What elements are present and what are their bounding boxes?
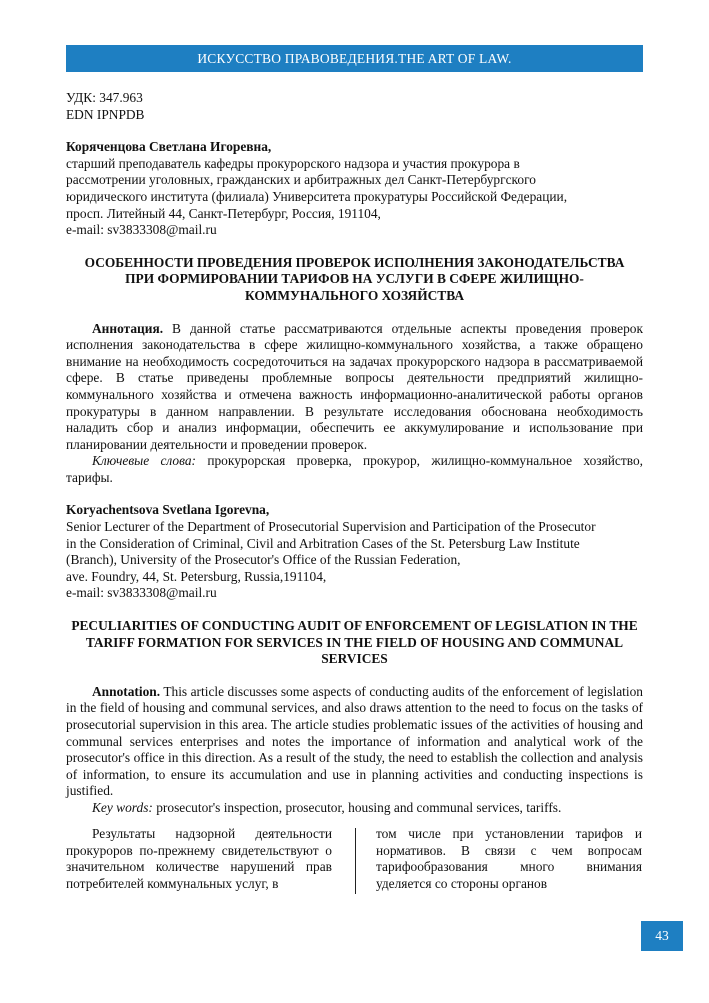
affiliation-line: Senior Lecturer of the Department of Prosecutorial Supervision and Participation of the Prosecutor [66, 519, 596, 535]
keywords-label-en: Key words: [92, 799, 153, 815]
body-columns [66, 826, 643, 896]
keywords-en [66, 800, 643, 817]
abstract-ru [66, 321, 643, 454]
author-name-en: Koryachentsova Svetlana Igorevna, [66, 502, 270, 518]
affiliation-en [66, 519, 643, 602]
udk-code: УДК: 347.963 [66, 90, 143, 105]
affiliation-line: (Branch), University of the Prosecutor's Office of the Russian Federation, [66, 552, 461, 568]
affiliation-line: старший преподаватель кафедры прокурорского надзора и участия прокурора в [66, 155, 520, 171]
keywords-ru [66, 453, 643, 486]
keywords-text-ru: прокурорская проверка, прокурор, жилищно-коммунальное хозяйство, тарифы. [66, 453, 643, 485]
affiliation-line: ave. Foundry, 44, St. Petersburg, Russia,191104, [66, 568, 327, 584]
abstract-text-ru: В данной статье рассматриваются отдельные аспекты проведения проверок исполнения законодательства в сфере жилищно-коммунального хозяйства, а также обращено внимание на необходимость сосредоточиться на задачах прокурорского надзора в рассматриваемой сфере. В статье приведены проблемные вопросы деятельности предприятий жилищно-коммунального хозяйства и отмечена важность информационно-аналитической работы органов прокуратуры в данном направлении. В результате исследования обоснована необходимость наладить сбор и анализ информации, обеспечить ее аккумулирование и использование при планировании деятельности и проведении проверок. [66, 320, 643, 452]
affiliation-line: рассмотрении уголовных, гражданских и арбитражных дел Санкт-Петербургского [66, 172, 536, 188]
journal-title: ИСКУССТВО ПРАВОВЕДЕНИЯ.THE ART OF LAW. [197, 51, 512, 66]
article-front-matter [66, 90, 643, 817]
abstract-label-ru: Аннотация. [92, 320, 164, 336]
keywords-label-ru: Ключевые слова: [92, 453, 196, 469]
page-number [641, 921, 683, 951]
journal-header [66, 45, 643, 72]
body-column-right: том числе при установлении тарифов и нормативов. В связи с чем вопросам тарифообразования много внимания уделяется со стороны органов [376, 826, 642, 891]
author-name-ru: Коряченцова Светлана Игоревна, [66, 139, 272, 155]
email-en[interactable]: e-mail: sv3833308@mail.ru [66, 585, 217, 601]
page-number-label: 43 [655, 928, 669, 943]
abstract-label-en: Annotation. [92, 683, 161, 699]
keywords-text-en: prosecutor's inspection, prosecutor, housing and communal services, tariffs. [152, 799, 562, 815]
column-divider [355, 828, 356, 894]
body-column-left: Результаты надзорной деятельности прокуроров по-прежнему свидетельствуют о значительном количестве нарушений прав потребителей коммунальных услуг, в [66, 826, 332, 891]
affiliation-line: просп. Литейный 44, Санкт-Петербург, Россия, 191104, [66, 205, 381, 221]
article-title-ru: ОСОБЕННОСТИ ПРОВЕДЕНИЯ ПРОВЕРОК ИСПОЛНЕНИЯ ЗАКОНОДАТЕЛЬСТВА ПРИ ФОРМИРОВАНИИ ТАРИФОВ НА УСЛУГИ В СФЕРЕ ЖИЛИЩНО-КОММУНАЛЬНОГО ХОЗЯЙСТВА [84, 254, 625, 303]
abstract-en [66, 684, 643, 800]
article-title-en: PECULIARITIES OF CONDUCTING AUDIT OF ENFORCEMENT OF LEGISLATION IN THE TARIFF FORMATION FOR SERVICES IN THE FIELD OF HOUSING AND COMMUNAL SERVICES [71, 618, 638, 667]
affiliation-line: юридического института (филиала) Университета прокуратуры Российской Федерации, [66, 188, 568, 204]
abstract-text-en: This article discusses some aspects of conducting audits of the enforcement of legislation in the field of housing and communal services, and also draws attention to the need to focus on the tasks of prosecutorial supervision in this area. The article studies problematic issues of the activities of housing and communal services enterprises and notes the importance of information and analytical work of the prosecutor's office in this direction. As a result of the study, the need to establish the collection and analysis of information, to ensure its accumulation and use in planning activities and conducting inspections is justified. [66, 683, 643, 799]
edn-code: EDN IPNPDB [66, 106, 145, 122]
affiliation-line: in the Consideration of Criminal, Civil and Arbitration Cases of the St. Petersburg Law Institute [66, 535, 580, 551]
email-ru[interactable]: e-mail: sv3833308@mail.ru [66, 222, 217, 238]
affiliation-ru [66, 156, 643, 239]
